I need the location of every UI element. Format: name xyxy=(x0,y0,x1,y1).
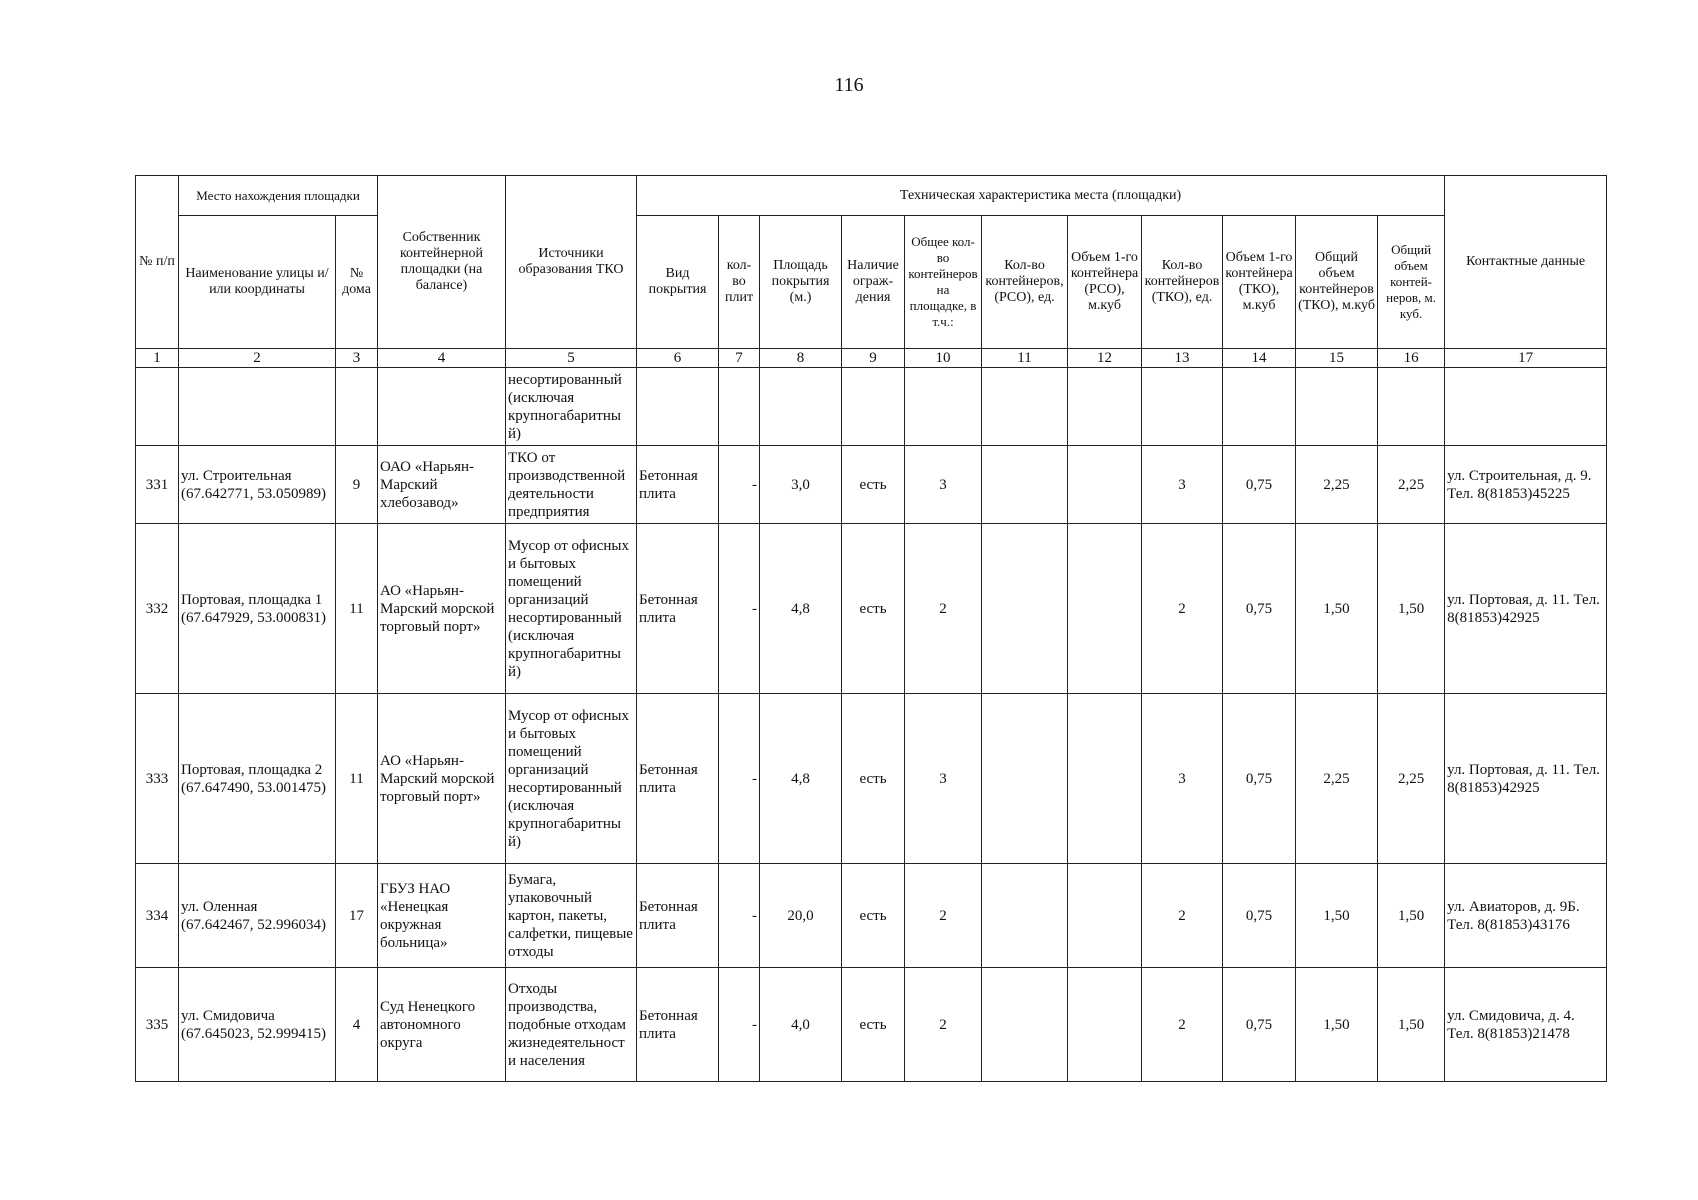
row-number: 333 xyxy=(136,694,179,864)
tko-total-volume-cell: 2,25 xyxy=(1296,446,1378,524)
header-owner: Собственник контейнерной площадки (на балансе) xyxy=(378,176,506,349)
owner-cell: ОАО «Нарьян-Марский хлебозавод» xyxy=(378,446,506,524)
table-row xyxy=(136,694,1607,864)
street-cell: Портовая, площадка 1 (67.647929, 53.000831) xyxy=(179,524,336,694)
rso-count-cell xyxy=(982,864,1068,968)
continuation-row xyxy=(136,368,1607,446)
sources-cell: Бумага, упаковочный картон, пакеты, салфетки, пищевые отходы xyxy=(506,864,637,968)
fence-cell: есть xyxy=(842,968,905,1082)
total-containers-cell: 2 xyxy=(905,968,982,1082)
column-number: 17 xyxy=(1445,349,1607,368)
column-number: 4 xyxy=(378,349,506,368)
tko-volume-cell: 0,75 xyxy=(1223,968,1296,1082)
column-number: 1 xyxy=(136,349,179,368)
column-number: 16 xyxy=(1378,349,1445,368)
house-number-cell: 17 xyxy=(336,864,378,968)
house-number-cell: 11 xyxy=(336,694,378,864)
column-number: 6 xyxy=(637,349,719,368)
street-cell: ул. Оленная (67.642467, 52.996034) xyxy=(179,864,336,968)
tko-count-cell: 3 xyxy=(1142,694,1223,864)
contacts-cell: ул. Авиаторов, д. 9Б. Тел. 8(81853)43176 xyxy=(1445,864,1607,968)
column-number: 7 xyxy=(719,349,760,368)
total-containers-cell: 2 xyxy=(905,864,982,968)
fence-cell: есть xyxy=(842,864,905,968)
total-volume-cell: 1,50 xyxy=(1378,864,1445,968)
header-total-vol-tko: Общий объем контейнеров (ТКО), м.куб xyxy=(1296,216,1378,349)
tko-volume-cell: 0,75 xyxy=(1223,864,1296,968)
header-area: Площадь покрытия (м.) xyxy=(760,216,842,349)
row-number: 334 xyxy=(136,864,179,968)
tko-count-cell: 2 xyxy=(1142,864,1223,968)
column-number: 3 xyxy=(336,349,378,368)
column-number: 9 xyxy=(842,349,905,368)
row-number: 332 xyxy=(136,524,179,694)
contacts-cell: ул. Портовая, д. 11. Тел. 8(81853)42925 xyxy=(1445,524,1607,694)
total-containers-cell: 3 xyxy=(905,694,982,864)
header-fence: Наличие ограж-дения xyxy=(842,216,905,349)
area-cell: 4,0 xyxy=(760,968,842,1082)
plates-count-cell: - xyxy=(719,694,760,864)
column-number: 2 xyxy=(179,349,336,368)
tko-volume-cell: 0,75 xyxy=(1223,524,1296,694)
column-number: 10 xyxy=(905,349,982,368)
rso-volume-cell xyxy=(1068,446,1142,524)
header-plates: кол-во плит xyxy=(719,216,760,349)
owner-cell: АО «Нарьян-Марский морской торговый порт» xyxy=(378,524,506,694)
header-cover: Вид покрытия xyxy=(637,216,719,349)
house-number-cell: 11 xyxy=(336,524,378,694)
street-cell: ул. Строительная (67.642771, 53.050989) xyxy=(179,446,336,524)
area-cell: 20,0 xyxy=(760,864,842,968)
contacts-cell: ул. Смидовича, д. 4. Тел. 8(81853)21478 xyxy=(1445,968,1607,1082)
plates-count-cell: - xyxy=(719,968,760,1082)
table-row xyxy=(136,864,1607,968)
sources-cell: Мусор от офисных и бытовых помещений организаций несортированный (исключая крупногабаритны й) xyxy=(506,524,637,694)
tko-volume-cell: 0,75 xyxy=(1223,694,1296,864)
total-containers-cell: 3 xyxy=(905,446,982,524)
sources-cell: Отходы производства, подобные отходам жизнедеятельност и населения xyxy=(506,968,637,1082)
fence-cell: есть xyxy=(842,694,905,864)
tko-volume-cell: 0,75 xyxy=(1223,446,1296,524)
tko-count-cell: 3 xyxy=(1142,446,1223,524)
header-house: № дома xyxy=(336,216,378,349)
table-row xyxy=(136,524,1607,694)
tko-total-volume-cell: 1,50 xyxy=(1296,864,1378,968)
row-number: 331 xyxy=(136,446,179,524)
area-cell: 4,8 xyxy=(760,524,842,694)
contacts-cell: ул. Портовая, д. 11. Тел. 8(81853)42925 xyxy=(1445,694,1607,864)
plates-count-cell: - xyxy=(719,446,760,524)
column-numbers-row xyxy=(136,349,1607,368)
plates-count-cell: - xyxy=(719,524,760,694)
total-volume-cell: 2,25 xyxy=(1378,694,1445,864)
header-vol1-tko: Объем 1-го контейнера (ТКО), м.куб xyxy=(1223,216,1296,349)
owner-cell: АО «Нарьян-Марский морской торговый порт» xyxy=(378,694,506,864)
tko-count-cell: 2 xyxy=(1142,968,1223,1082)
column-number: 5 xyxy=(506,349,637,368)
header-num: № п/п xyxy=(136,176,179,349)
rso-volume-cell xyxy=(1068,864,1142,968)
column-number: 14 xyxy=(1223,349,1296,368)
cover-type-cell: Бетонная плита xyxy=(637,864,719,968)
plates-count-cell: - xyxy=(719,864,760,968)
rso-count-cell xyxy=(982,524,1068,694)
area-cell: 3,0 xyxy=(760,446,842,524)
container-sites-table xyxy=(135,175,1607,1082)
area-cell: 4,8 xyxy=(760,694,842,864)
house-number-cell: 4 xyxy=(336,968,378,1082)
rso-count-cell xyxy=(982,446,1068,524)
column-number: 11 xyxy=(982,349,1068,368)
row-number: 335 xyxy=(136,968,179,1082)
table-row xyxy=(136,968,1607,1082)
header-location-group: Место нахождения площадки xyxy=(179,176,378,216)
header-count-rso: Кол-во контейнеров, (РСО), ед. xyxy=(982,216,1068,349)
street-cell: Портовая, площадка 2 (67.647490, 53.001475) xyxy=(179,694,336,864)
column-number: 12 xyxy=(1068,349,1142,368)
column-number: 15 xyxy=(1296,349,1378,368)
rso-count-cell xyxy=(982,968,1068,1082)
total-volume-cell: 1,50 xyxy=(1378,968,1445,1082)
cover-type-cell: Бетонная плита xyxy=(637,694,719,864)
header-contacts: Контактные данные xyxy=(1445,176,1607,349)
total-containers-cell: 2 xyxy=(905,524,982,694)
sources-cell: ТКО от производственной деятельности предприятия xyxy=(506,446,637,524)
header-vol1-rso: Объем 1-го контейнера (РСО), м.куб xyxy=(1068,216,1142,349)
rso-count-cell xyxy=(982,694,1068,864)
header-street: Наименование улицы и/или координаты xyxy=(179,216,336,349)
header-sources: Источники образования ТКО xyxy=(506,176,637,349)
rso-volume-cell xyxy=(1068,524,1142,694)
total-volume-cell: 2,25 xyxy=(1378,446,1445,524)
rso-volume-cell xyxy=(1068,968,1142,1082)
street-cell: ул. Смидовича (67.645023, 52.999415) xyxy=(179,968,336,1082)
sources-cell: Мусор от офисных и бытовых помещений организаций несортированный (исключая крупногабаритны й) xyxy=(506,694,637,864)
table-row xyxy=(136,446,1607,524)
tko-total-volume-cell: 1,50 xyxy=(1296,968,1378,1082)
page-number: 116 xyxy=(834,74,864,96)
total-volume-cell: 1,50 xyxy=(1378,524,1445,694)
fence-cell: есть xyxy=(842,446,905,524)
cover-type-cell: Бетонная плита xyxy=(637,446,719,524)
column-number: 13 xyxy=(1142,349,1223,368)
column-number: 8 xyxy=(760,349,842,368)
cover-type-cell: Бетонная плита xyxy=(637,968,719,1082)
cover-type-cell: Бетонная плита xyxy=(637,524,719,694)
contacts-cell: ул. Строительная, д. 9. Тел. 8(81853)45225 xyxy=(1445,446,1607,524)
tko-total-volume-cell: 1,50 xyxy=(1296,524,1378,694)
owner-cell: Суд Ненецкого автономного округа xyxy=(378,968,506,1082)
header-total-vol: Общий объем контей-неров, м. куб. xyxy=(1378,216,1445,349)
owner-cell: ГБУЗ НАО «Ненецкая окружная больница» xyxy=(378,864,506,968)
continuation-sources: несортированный (исключая крупногабаритны й) xyxy=(506,368,637,446)
house-number-cell: 9 xyxy=(336,446,378,524)
tko-total-volume-cell: 2,25 xyxy=(1296,694,1378,864)
header-tech-group: Техническая характеристика места (площадки) xyxy=(637,176,1445,216)
header-total-count: Общее кол-во контейнеров на площадке, в т.ч.: xyxy=(905,216,982,349)
header-count-tko: Кол-во контейнеров (ТКО), ед. xyxy=(1142,216,1223,349)
tko-count-cell: 2 xyxy=(1142,524,1223,694)
fence-cell: есть xyxy=(842,524,905,694)
rso-volume-cell xyxy=(1068,694,1142,864)
